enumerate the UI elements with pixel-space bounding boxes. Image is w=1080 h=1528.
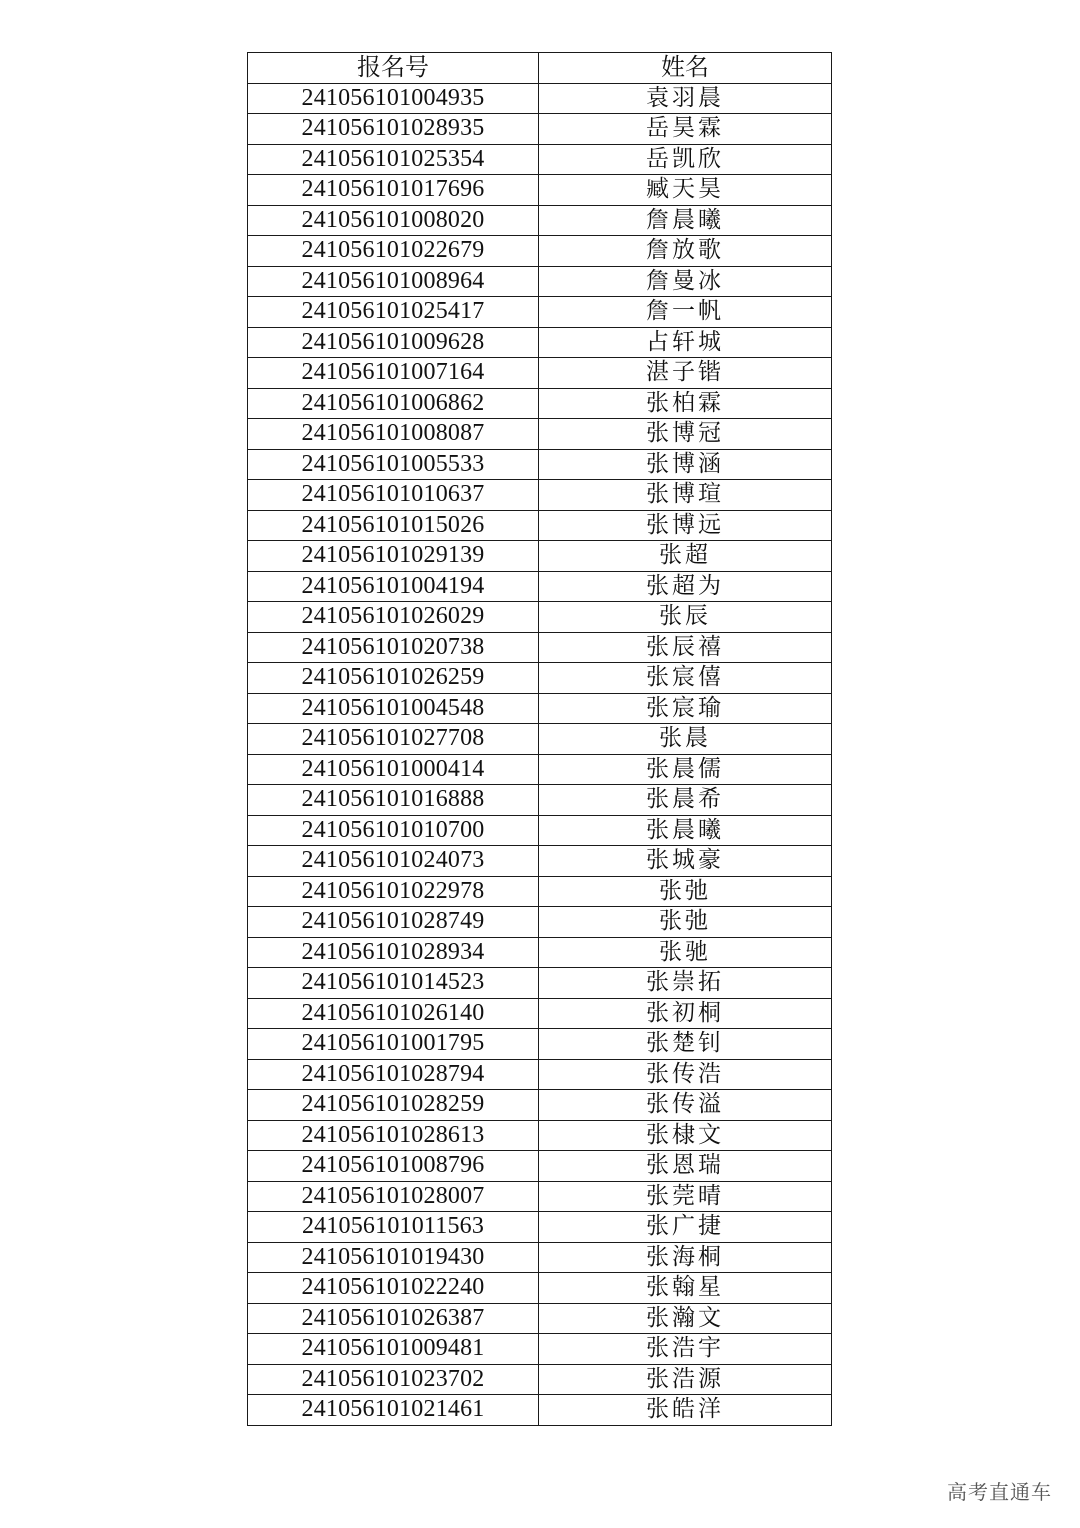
table-row — [248, 907, 832, 938]
registration-number-cell: 241056101022978 — [248, 876, 539, 907]
name-cell: 张宸僖 — [539, 663, 832, 694]
name-cell: 詹晨曦 — [539, 205, 832, 236]
header-name: 姓名 — [539, 53, 832, 84]
name-cell: 岳昊霖 — [539, 114, 832, 145]
registration-number-cell: 241056101019430 — [248, 1242, 539, 1273]
registration-number-cell: 241056101008020 — [248, 205, 539, 236]
name-cell: 张传溢 — [539, 1090, 832, 1121]
name-cell: 张浩源 — [539, 1364, 832, 1395]
registration-number-cell: 241056101026259 — [248, 663, 539, 694]
name-cell: 张晨 — [539, 724, 832, 755]
registration-number-cell: 241056101021461 — [248, 1395, 539, 1426]
name-cell: 张晨曦 — [539, 815, 832, 846]
registration-number-cell: 241056101004935 — [248, 83, 539, 114]
registration-number-cell: 241056101028794 — [248, 1059, 539, 1090]
registration-number-cell: 241056101029139 — [248, 541, 539, 572]
table-row — [248, 510, 832, 541]
registration-number-cell: 241056101022679 — [248, 236, 539, 267]
name-cell: 张弛 — [539, 907, 832, 938]
table-row — [248, 815, 832, 846]
registration-number-cell: 241056101010700 — [248, 815, 539, 846]
registration-number-cell: 241056101023702 — [248, 1364, 539, 1395]
name-cell: 张城豪 — [539, 846, 832, 877]
name-cell: 张辰禧 — [539, 632, 832, 663]
table-row — [248, 358, 832, 389]
table-row — [248, 297, 832, 328]
name-cell: 张翰星 — [539, 1273, 832, 1304]
registration-number-cell: 241056101026387 — [248, 1303, 539, 1334]
table-row — [248, 114, 832, 145]
name-cell: 张晨儒 — [539, 754, 832, 785]
registration-number-cell: 241056101014523 — [248, 968, 539, 999]
registration-table — [247, 52, 832, 1426]
registration-number-cell: 241056101028007 — [248, 1181, 539, 1212]
table-body — [248, 83, 832, 1425]
table-row — [248, 1181, 832, 1212]
table-row — [248, 998, 832, 1029]
name-cell: 占轩城 — [539, 327, 832, 358]
table-row — [248, 480, 832, 511]
name-cell: 张弛 — [539, 876, 832, 907]
registration-number-cell: 241056101016888 — [248, 785, 539, 816]
name-cell: 詹放歌 — [539, 236, 832, 267]
table-row — [248, 419, 832, 450]
table-row — [248, 1395, 832, 1426]
table-row — [248, 1303, 832, 1334]
table-row — [248, 1364, 832, 1395]
name-cell: 张传浩 — [539, 1059, 832, 1090]
table-row — [248, 1029, 832, 1060]
table-row — [248, 144, 832, 175]
name-cell: 张海桐 — [539, 1242, 832, 1273]
name-cell: 张博涵 — [539, 449, 832, 480]
table-row — [248, 1059, 832, 1090]
name-cell: 詹一帆 — [539, 297, 832, 328]
name-cell: 张博瑄 — [539, 480, 832, 511]
watermark-text: 高考直通车 — [947, 1480, 1052, 1504]
name-cell: 张辰 — [539, 602, 832, 633]
registration-number-cell: 241056101004548 — [248, 693, 539, 724]
name-cell: 张崇拓 — [539, 968, 832, 999]
name-cell: 张浩宇 — [539, 1334, 832, 1365]
table-row — [248, 1273, 832, 1304]
table-row — [248, 236, 832, 267]
table-row — [248, 571, 832, 602]
registration-number-cell: 241056101025354 — [248, 144, 539, 175]
name-cell: 臧天昊 — [539, 175, 832, 206]
registration-number-cell: 241056101025417 — [248, 297, 539, 328]
table-row — [248, 449, 832, 480]
registration-number-cell: 241056101022240 — [248, 1273, 539, 1304]
table-row — [248, 1212, 832, 1243]
table-row — [248, 1242, 832, 1273]
registration-number-cell: 241056101028934 — [248, 937, 539, 968]
table-row — [248, 632, 832, 663]
name-cell: 詹曼冰 — [539, 266, 832, 297]
name-cell: 张棣文 — [539, 1120, 832, 1151]
name-cell: 张博远 — [539, 510, 832, 541]
table-row — [248, 754, 832, 785]
name-cell: 张驰 — [539, 937, 832, 968]
registration-number-cell: 241056101028935 — [248, 114, 539, 145]
name-cell: 张晨希 — [539, 785, 832, 816]
registration-number-cell: 241056101028259 — [248, 1090, 539, 1121]
registration-number-cell: 241056101015026 — [248, 510, 539, 541]
table-row — [248, 724, 832, 755]
table-row — [248, 785, 832, 816]
name-cell: 张莞晴 — [539, 1181, 832, 1212]
table-row — [248, 327, 832, 358]
table-row — [248, 541, 832, 572]
registration-number-cell: 241056101006862 — [248, 388, 539, 419]
name-cell: 张超为 — [539, 571, 832, 602]
registration-number-cell: 241056101028749 — [248, 907, 539, 938]
registration-number-cell: 241056101026029 — [248, 602, 539, 633]
registration-number-cell: 241056101017696 — [248, 175, 539, 206]
name-cell: 张恩瑞 — [539, 1151, 832, 1182]
registration-number-cell: 241056101000414 — [248, 754, 539, 785]
registration-number-cell: 241056101026140 — [248, 998, 539, 1029]
name-cell: 张皓洋 — [539, 1395, 832, 1426]
table-row — [248, 846, 832, 877]
table-row — [248, 1334, 832, 1365]
table-row — [248, 83, 832, 114]
registration-number-cell: 241056101001795 — [248, 1029, 539, 1060]
registration-number-cell: 241056101009628 — [248, 327, 539, 358]
registration-number-cell: 241056101028613 — [248, 1120, 539, 1151]
table-row — [248, 937, 832, 968]
registration-number-cell: 241056101007164 — [248, 358, 539, 389]
table-row — [248, 388, 832, 419]
table-row — [248, 1151, 832, 1182]
header-registration-number: 报名号 — [248, 53, 539, 84]
registration-number-cell: 241056101011563 — [248, 1212, 539, 1243]
name-cell: 岳凯欣 — [539, 144, 832, 175]
table-row — [248, 602, 832, 633]
table-row — [248, 876, 832, 907]
registration-number-cell: 241056101004194 — [248, 571, 539, 602]
table-header-row — [248, 53, 832, 84]
registration-number-cell: 241056101008796 — [248, 1151, 539, 1182]
table-row — [248, 1090, 832, 1121]
name-cell: 张楚钊 — [539, 1029, 832, 1060]
name-cell: 张博冠 — [539, 419, 832, 450]
table-row — [248, 1120, 832, 1151]
table-row — [248, 175, 832, 206]
name-cell: 张广捷 — [539, 1212, 832, 1243]
registration-number-cell: 241056101008087 — [248, 419, 539, 450]
registration-number-cell: 241056101020738 — [248, 632, 539, 663]
registration-number-cell: 241056101008964 — [248, 266, 539, 297]
name-cell: 张超 — [539, 541, 832, 572]
table-row — [248, 266, 832, 297]
name-cell: 张柏霖 — [539, 388, 832, 419]
registration-number-cell: 241056101009481 — [248, 1334, 539, 1365]
name-cell: 湛子锴 — [539, 358, 832, 389]
registration-number-cell: 241056101024073 — [248, 846, 539, 877]
table-row — [248, 205, 832, 236]
name-cell: 张初桐 — [539, 998, 832, 1029]
table-row — [248, 663, 832, 694]
registration-number-cell: 241056101005533 — [248, 449, 539, 480]
name-cell: 张瀚文 — [539, 1303, 832, 1334]
table-row — [248, 693, 832, 724]
table-row — [248, 968, 832, 999]
registration-number-cell: 241056101027708 — [248, 724, 539, 755]
name-cell: 张宸瑜 — [539, 693, 832, 724]
name-cell: 袁羽晨 — [539, 83, 832, 114]
registration-number-cell: 241056101010637 — [248, 480, 539, 511]
